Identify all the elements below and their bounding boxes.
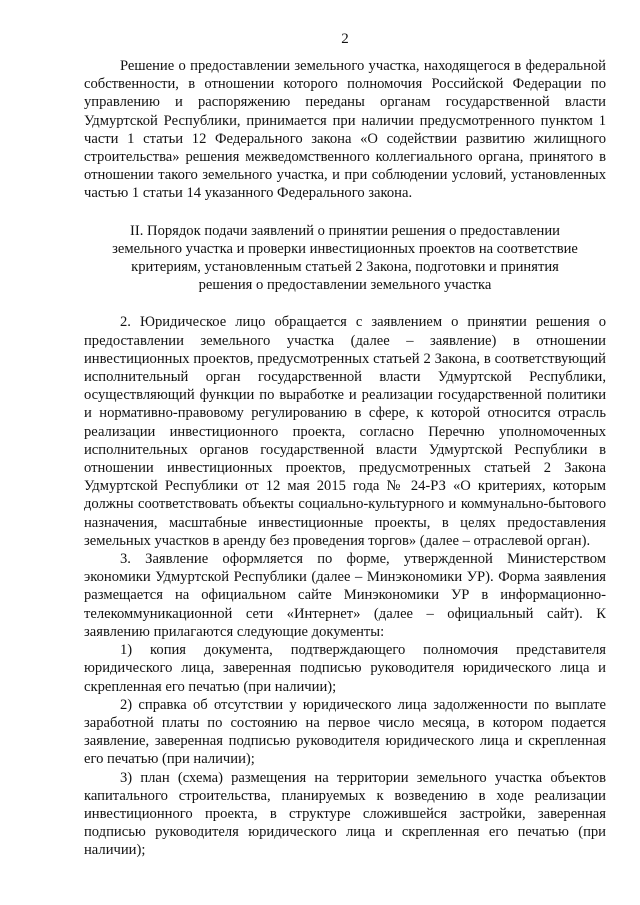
intro-paragraph: Решение о предоставлении земельного участка, находящегося в федеральной собственности, в отношении которого полномочия Российской Федерации по управлению и распоряжению переданы органам государственной власти Удмуртской Республики, принимается при наличии предусмотренного пунктом 1 части 1 статьи 12 Федерального закона «О содействии развитию жилищного строительства» решения межведомственного коллегиального органа, принятого в отношении такого земельного участка, и при соблюдении условий, установленных частью 1 статьи 14 указанного Федерального закона.	[84, 58, 606, 202]
paragraph-2: 2. Юридическое лицо обращается с заявлением о принятии решения о предоставлении земельного участка (далее – заявление) в отношении инвестиционных проектов, предусмотренных статьей 2 Закона, в соответствующий исполнительный орган государственной власти Удмуртской Республики, осуществляющий функции по выработке и реализации государственной политики и нормативно-правовому регулированию в сфере, к которой относится отрасль реализации инвестиционного проекта, согласно Перечню уполномоченных исполнительных органов государственной власти Удмуртской Республики в отношении инвестиционных проектов, предусмотренных статьей 2 Закона Удмуртской Республики от 12 мая 2015 года № 24-РЗ «О критериях, которым должны соответствовать объекты социально-культурного и коммунально-бытового назначения, масштабные инвестиционные проекты, в целях предоставления земельных участков в аренду без проведения торгов» (далее – отраслевой орган).	[84, 314, 606, 549]
document-page	[84, 30, 606, 860]
paragraph-3: 3. Заявление оформляется по форме, утвержденной Министерством экономики Удмуртской Республики (далее – Минэкономики УР). Форма заявления размещается на официальном сайте Минэкономики УР в информационно-телекоммуникационной сети «Интернет» (далее – официальный сайт). К заявлению прилагаются следующие документы:	[84, 551, 606, 640]
page-number: 2	[341, 31, 349, 47]
list-item-3: 3) план (схема) размещения на территории земельного участка объектов капитального строительства, планируемых к возведению в ходе реализации инвестиционного проекта, в структуре сложившейся застройки, заверенная подписью руководителя юридического лица и скрепленная его печатью (при наличии);	[84, 769, 606, 859]
section-heading: II. Порядок подачи заявлений о принятии решения о предоставлении земельного участка и проверки инвестиционных проектов на соответствие критериям, установленным статьей 2 Закона, подготовки и принятия решения о предоставлении земельного участка	[112, 222, 578, 294]
list-item-1: 1) копия документа, подтверждающего полномочия представителя юридического лица, заверенная подписью руководителя юридического лица и скрепленная его печатью (при наличии);	[84, 642, 606, 695]
list-item-2: 2) справка об отсутствии у юридического лица задолженности по выплате заработной платы по состоянию на первое число месяца, в котором подается заявление, заверенная подписью руководителя юридического лица и скрепленная его печатью (при наличии);	[84, 696, 606, 768]
